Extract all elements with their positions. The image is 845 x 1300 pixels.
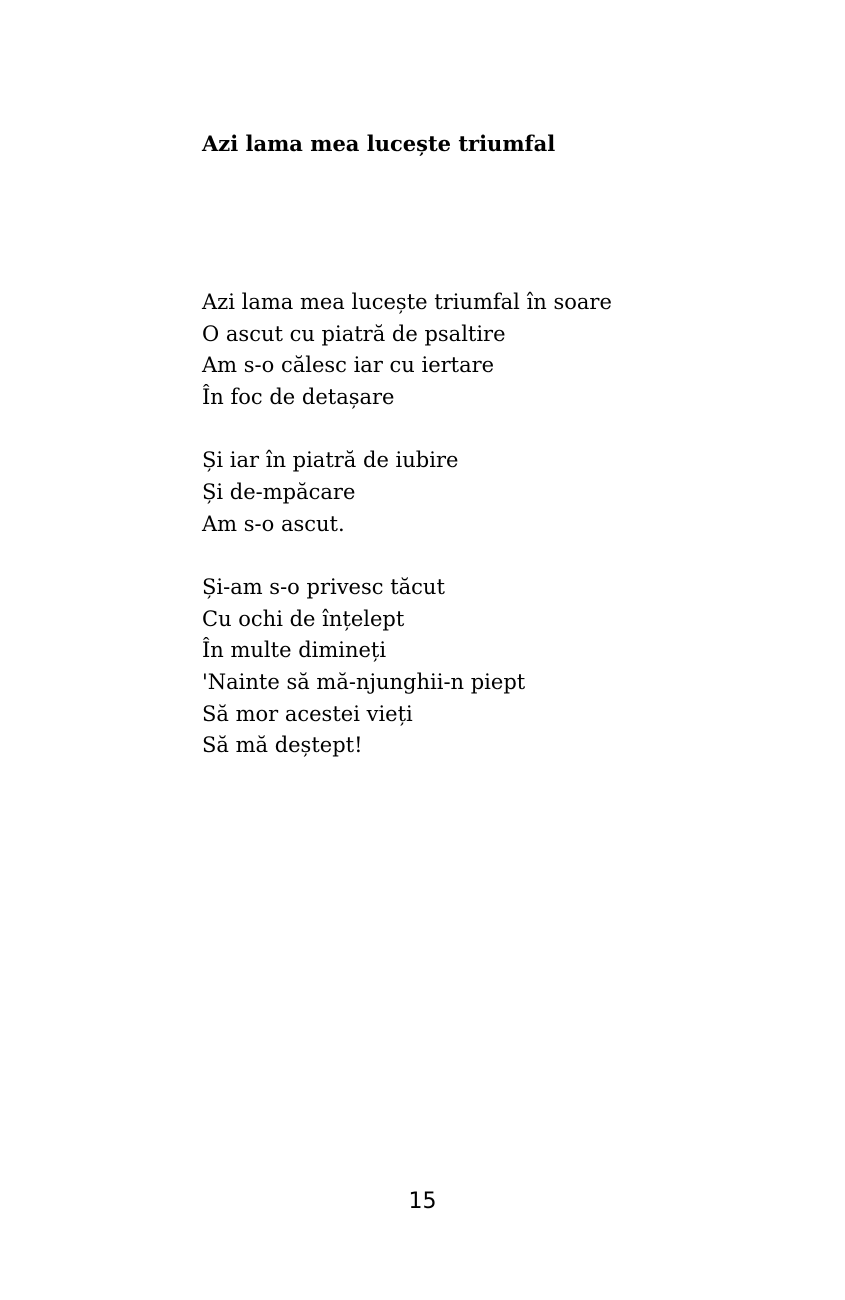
poem-line: Am s-o ascut. — [202, 511, 345, 536]
poem-line: În foc de detașare — [202, 384, 395, 409]
stanza-1 — [202, 287, 612, 413]
poem-line: O ascut cu piatră de psaltire — [202, 321, 506, 346]
stanza-3 — [202, 572, 612, 762]
poem-line: Cu ochi de înțelept — [202, 606, 405, 631]
poem-line: Azi lama mea lucește triumfal în soare — [202, 290, 612, 314]
poem-line: Și iar în piatră de iubire — [202, 448, 459, 473]
poem-line: Să mă deștept! — [202, 733, 363, 758]
poem-line: Și-am s-o privesc tăcut — [202, 575, 445, 600]
poem-line: Am s-o călesc iar cu iertare — [202, 353, 495, 378]
poem-line: Și de-mpăcare — [202, 479, 356, 504]
poem-line: În multe dimineți — [202, 638, 387, 663]
poem-line: Să mor acestei vieți — [202, 701, 413, 726]
poem-body — [202, 287, 612, 794]
poem-title: Azi lama mea lucește triumfal — [202, 131, 556, 156]
stanza-2 — [202, 445, 612, 540]
poem-line: 'Nainte să mă-njunghii-n piept — [202, 669, 526, 694]
page-number: 15 — [408, 1189, 437, 1214]
